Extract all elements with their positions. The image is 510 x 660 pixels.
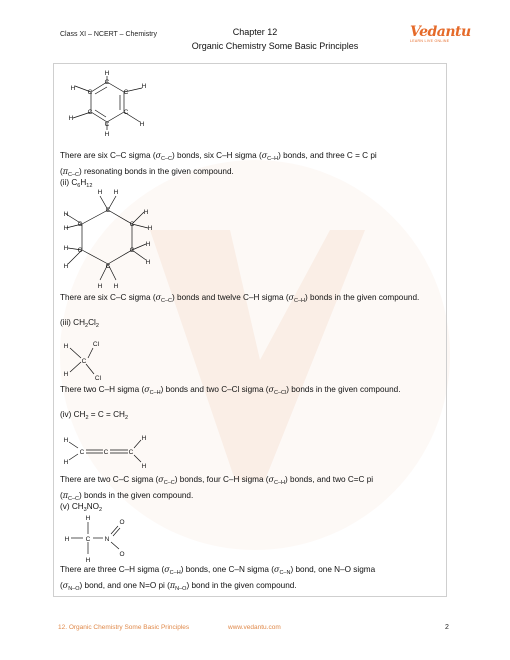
atom-label-o: O <box>119 551 125 558</box>
allene-paragraph <box>60 474 440 505</box>
sigma-symbol: σ <box>273 565 280 574</box>
atom-label-h: H <box>63 459 69 466</box>
subscript: C–H <box>169 570 181 576</box>
atom-label-c: C <box>104 79 110 86</box>
course-label: Class XI – NCERT – Chemistry <box>60 31 157 38</box>
subscript: N–O <box>175 585 187 592</box>
subscript: C–C <box>161 156 173 162</box>
atom-label-o: O <box>119 519 125 526</box>
benzene-structure <box>60 70 160 146</box>
atom-label-h: H <box>63 245 69 252</box>
item-iii-label <box>60 318 99 329</box>
sigma-symbol: σ <box>155 151 162 160</box>
atom-label-cl: Cl <box>92 341 100 348</box>
atom-label-h: H <box>141 83 147 90</box>
atom-label-h: H <box>104 131 110 138</box>
footer-chapter-name: 12. Organic Chemistry Some Basic Principles <box>58 624 190 631</box>
text-span: There are six C–C sigma ( <box>60 151 156 160</box>
text-span: = C = CH <box>88 410 125 419</box>
text-span: ) bonds in the given compound. <box>286 385 401 394</box>
atom-label-h: H <box>145 241 151 248</box>
logo-tagline: LEARN LIVE ONLINE <box>410 39 450 43</box>
atom-label-c: C <box>87 109 93 116</box>
subscript: N–O <box>68 585 80 592</box>
atom-label-c: C <box>129 247 135 254</box>
dichloromethane-structure <box>58 336 118 382</box>
atom-label-c: C <box>104 121 110 128</box>
atom-label-c: C <box>129 221 135 228</box>
atom-label-h: H <box>104 70 110 77</box>
text-span: ) bonds, four C–H sigma ( <box>174 475 269 484</box>
text-span: H <box>80 178 87 187</box>
atom-label-c: C <box>123 109 129 116</box>
nitromethane-paragraph <box>60 564 440 595</box>
subscript: 2 <box>99 507 103 513</box>
text-span: There are two C–C sigma ( <box>60 475 159 484</box>
text-span: ) bond in the given compound. <box>186 580 297 590</box>
atom-label-h: H <box>141 463 147 470</box>
atom-label-c: C <box>123 89 129 96</box>
atom-label-c: C <box>77 221 83 228</box>
subscript: 6 <box>77 183 81 189</box>
pi-symbol: π <box>169 580 176 590</box>
benzene-paragraph <box>60 150 440 181</box>
atom-label-h: H <box>147 225 153 232</box>
sigma-symbol: σ <box>261 151 268 160</box>
subscript: C–C <box>163 480 175 486</box>
subscript: 2 <box>124 415 128 421</box>
text-span: NO <box>86 502 99 511</box>
text-span: ) bonds, six C–H sigma ( <box>172 151 262 160</box>
dichloromethane-paragraph <box>60 384 440 400</box>
subscript: 2 <box>85 415 89 421</box>
text-span: ( <box>60 490 63 500</box>
sigma-symbol: σ <box>155 293 162 302</box>
atom-label-h: H <box>63 211 69 218</box>
atom-label-h: H <box>63 225 69 232</box>
atom-label-h: H <box>63 343 69 350</box>
sigma-symbol: σ <box>144 385 150 394</box>
text-span: Cl <box>88 318 96 327</box>
text-span: (v) CH <box>60 502 84 511</box>
sigma-symbol: σ <box>288 293 295 302</box>
atom-label-c: C <box>128 449 134 456</box>
subscript: 3 <box>83 507 87 513</box>
subscript: 12 <box>86 183 93 189</box>
text-span: (iii) CH <box>60 318 86 327</box>
atom-label-c: C <box>77 247 83 254</box>
atom-label-cl: Cl <box>94 375 102 382</box>
text-span: ) bond, one N–O sigma <box>290 565 376 574</box>
atom-label-h: H <box>63 263 69 270</box>
atom-label-h: H <box>64 536 70 543</box>
text-span: ) bonds, and two C=C pi <box>285 475 374 484</box>
text-span: ) bonds in the given compound. <box>305 293 420 302</box>
subscript: 2 <box>95 323 99 329</box>
text-span: ( <box>60 580 63 590</box>
sigma-symbol: σ <box>62 580 69 590</box>
atom-label-c: C <box>79 449 85 456</box>
atom-label-c: C <box>81 358 87 365</box>
text-span: There two C–H sigma ( <box>60 385 145 394</box>
vedantu-logo <box>410 24 471 46</box>
text-span: ) bonds and two C–Cl sigma ( <box>160 385 269 394</box>
text-span: ) resonating bonds in the given compound. <box>79 166 234 176</box>
atom-label-c: C <box>85 536 91 543</box>
sigma-symbol: σ <box>268 475 274 484</box>
atom-label-h: H <box>139 121 145 128</box>
atom-label-h: H <box>85 557 91 564</box>
subscript: 2 <box>85 323 89 329</box>
footer-website-link[interactable]: www.vedantu.com <box>228 624 281 631</box>
subscript: C–H <box>149 390 161 396</box>
text-span: ) bonds, and three C = C pi <box>278 151 377 160</box>
atom-label-h: H <box>63 437 69 444</box>
text-span: ( <box>60 166 63 176</box>
atom-label-h: H <box>145 259 151 266</box>
pi-symbol: π <box>62 166 68 176</box>
atom-label-n: N <box>104 536 110 543</box>
atom-label-h: H <box>85 515 91 522</box>
pi-symbol: π <box>62 490 68 500</box>
subscript: C–H <box>267 156 279 162</box>
subscript: C–C <box>68 171 80 178</box>
atom-label-c: C <box>103 449 109 456</box>
atom-label-h: H <box>143 209 149 216</box>
text-span: (iv) CH <box>60 410 86 419</box>
cyclohexane-paragraph <box>60 292 440 308</box>
text-span: There are six C–C sigma ( <box>60 293 156 302</box>
allene-structure <box>58 430 158 470</box>
atom-label-h: H <box>63 371 69 378</box>
atom-label-h: H <box>113 189 119 196</box>
atom-label-h: H <box>97 189 103 196</box>
atom-label-c: C <box>105 207 111 214</box>
subscript: C–C <box>68 495 80 502</box>
chapter-title: Organic Chemistry Some Basic Principles <box>191 41 359 51</box>
sigma-symbol: σ <box>268 385 274 394</box>
text-span: (ii) C <box>60 178 78 187</box>
nitromethane-structure <box>58 512 138 564</box>
subscript: C–H <box>274 480 286 486</box>
sigma-symbol: σ <box>164 565 170 574</box>
atom-label-h: H <box>68 115 74 122</box>
subscript: C–Cl <box>274 390 287 396</box>
atom-label-c: C <box>105 263 111 270</box>
subscript: C–H <box>294 298 306 304</box>
chapter-number: Chapter 12 <box>232 27 278 37</box>
atom-label-c: C <box>87 89 93 96</box>
page-number: 2 <box>445 624 449 631</box>
item-iv-label <box>60 410 128 421</box>
text-span: ) bonds and twelve C–H sigma ( <box>172 293 289 302</box>
text-span: There are three C–H sigma ( <box>60 565 165 574</box>
cyclohexane-structure <box>58 186 158 290</box>
text-span: ) bonds in the given compound. <box>79 490 194 500</box>
atom-label-h: H <box>70 85 76 92</box>
subscript: C–N <box>279 570 291 576</box>
sigma-symbol: σ <box>158 475 164 484</box>
subscript: C–C <box>161 298 173 304</box>
atom-label-h: H <box>97 283 103 290</box>
logo-wordmark: Vedantu <box>410 24 471 40</box>
atom-label-h: H <box>113 283 119 290</box>
atom-label-h: H <box>141 435 147 442</box>
text-span: ) bonds, one C–N sigma ( <box>180 565 274 574</box>
text-span: ) bond, and one N=O pi ( <box>79 580 170 590</box>
